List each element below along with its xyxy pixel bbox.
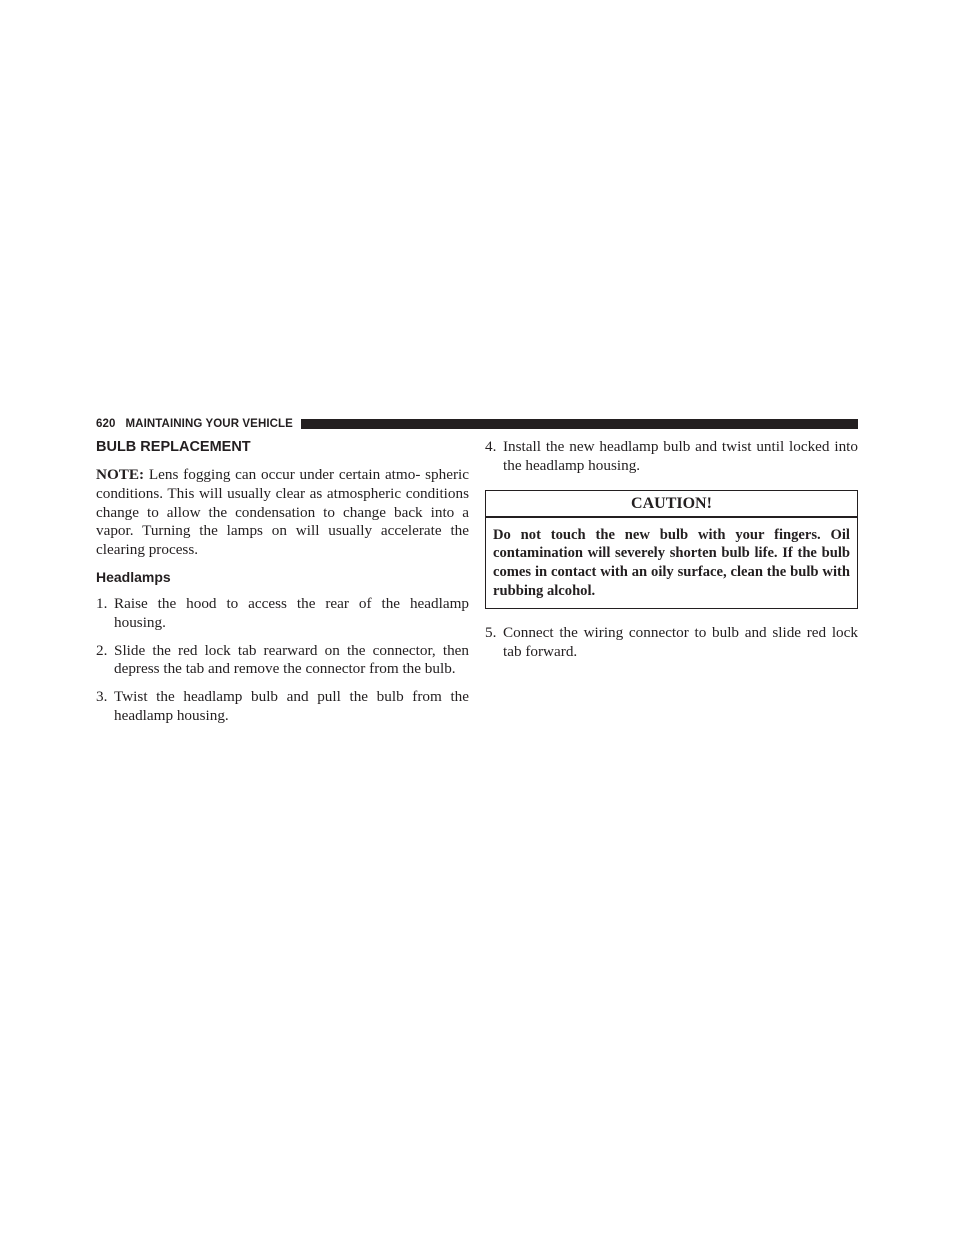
list-item [485, 624, 858, 662]
caution-title: CAUTION! [486, 491, 857, 518]
section-title: MAINTAINING YOUR VEHICLE [125, 418, 293, 430]
step-text: Slide the red lock tab rearward on the connector, then depress the tab and remove the connector from the bulb. [114, 641, 469, 678]
list-item [96, 688, 469, 726]
step-number: 2. [96, 641, 108, 659]
step-number: 3. [96, 688, 108, 706]
right-column [485, 438, 858, 670]
step-text: Twist the headlamp bulb and pull the bulb from the headlamp housing. [114, 688, 469, 724]
step-text: Install the new headlamp bulb and twist until locked into the headlamp housing. [503, 438, 858, 474]
list-item [485, 438, 858, 476]
page-number: 620 [96, 418, 116, 430]
caution-box [485, 490, 858, 609]
step-text: Connect the wiring connector to bulb and slide red lock tab forward. [503, 623, 858, 660]
note-paragraph [96, 466, 469, 560]
steps-list [485, 624, 858, 662]
steps-list [485, 438, 858, 476]
step-number: 5. [485, 623, 497, 641]
step-text: Raise the hood to access the rear of the headlamp housing. [114, 594, 469, 631]
list-item [96, 642, 469, 680]
left-column [96, 438, 469, 735]
steps-list [96, 595, 469, 726]
step-number: 4. [485, 438, 497, 455]
page-header [96, 417, 858, 431]
note-label: NOTE: [96, 466, 145, 483]
note-text: Lens fogging can occur under certain atmo- spheric conditions. This will usually clear as atmospheric conditions change to allow the condensation to change back into a vapor. Turning the lamps on will usually accelerate the clearing process. [96, 466, 469, 559]
subsection-heading: Headlamps [96, 568, 171, 585]
step-number: 1. [96, 594, 108, 612]
list-item [96, 595, 469, 633]
header-rule [301, 419, 858, 429]
caution-text: Do not touch the new bulb with your fingers. Oil contamination will severely shorten bulb life. If the bulb comes in contact with an oily surface, clean the bulb with rubbing alcohol. [493, 526, 850, 599]
section-heading: BULB REPLACEMENT [96, 439, 251, 455]
